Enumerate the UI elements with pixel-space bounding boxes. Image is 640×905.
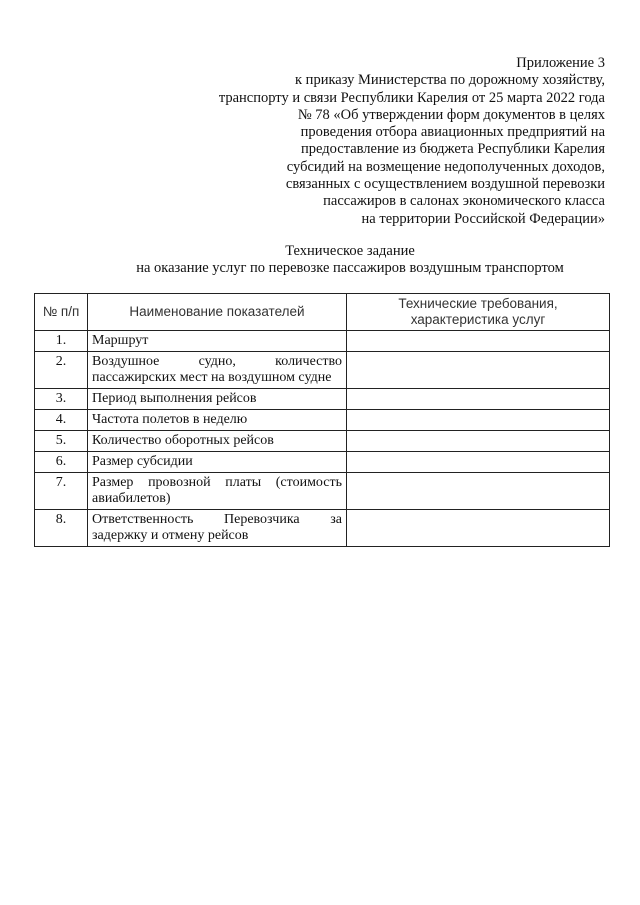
table-row [35,510,610,547]
table-header-row [35,294,610,331]
header-requirements: Технические требования, характеристика услуг [347,294,610,331]
row-name: Количество оборотных рейсов [88,431,347,452]
technical-spec-table [34,293,610,547]
table-row [35,410,610,431]
row-requirement[interactable] [347,510,610,547]
row-name: Ответственность Перевозчика за задержку и отмену рейсов [88,510,347,547]
row-num: 5. [35,431,88,452]
row-requirement[interactable] [347,331,610,352]
row-num: 1. [35,331,88,352]
appendix-line: пассажиров в салонах экономического класса [323,193,605,210]
row-num: 2. [35,352,88,389]
row-name: Воздушное судно, количество пассажирских мест на воздушном судне [88,352,347,389]
appendix-line: транспорту и связи Республики Карелия от 25 марта 2022 года [218,89,605,106]
appendix-line: предоставление из бюджета Республики Карелия [301,141,605,158]
table-row [35,431,610,452]
heading-subtitle: на оказание услуг по перевозке пассажиров воздушным транспортом [136,260,564,276]
row-num: 3. [35,389,88,410]
document-heading [0,243,640,277]
row-requirement[interactable] [347,410,610,431]
table-row [35,331,610,352]
table-row [35,473,610,510]
appendix-line: № 78 «Об утверждении форм документов в целях [297,106,605,123]
row-num: 6. [35,452,88,473]
row-requirement[interactable] [347,431,610,452]
row-name: Размер субсидии [88,452,347,473]
row-name: Период выполнения рейсов [88,389,347,410]
table-row [35,389,610,410]
table-row [35,452,610,473]
row-num: 7. [35,473,88,510]
appendix-line: к приказу Министерства по дорожному хозяйству, [295,72,605,89]
appendix-line: на территории Российской Федерации» [361,210,605,227]
header-name: Наименование показателей [88,294,347,331]
row-name: Размер провозной платы (стоимость авиабилетов) [88,473,347,510]
row-requirement[interactable] [347,452,610,473]
row-num: 4. [35,410,88,431]
appendix-line: проведения отбора авиационных предприятий на [300,124,605,141]
appendix-line: связанных с осуществлением воздушной перевозки [285,176,605,193]
appendix-line: Приложение 3 [516,55,605,71]
appendix-line: субсидий на возмещение недополученных доходов, [286,158,605,175]
row-name: Маршрут [88,331,347,352]
row-name: Частота полетов в неделю [88,410,347,431]
row-requirement[interactable] [347,389,610,410]
header-num: № п/п [35,294,88,331]
row-requirement[interactable] [347,352,610,389]
table-row [35,352,610,389]
heading-title: Техническое задание [285,243,415,259]
row-num: 8. [35,510,88,547]
row-requirement[interactable] [347,473,610,510]
appendix-block [165,55,605,228]
